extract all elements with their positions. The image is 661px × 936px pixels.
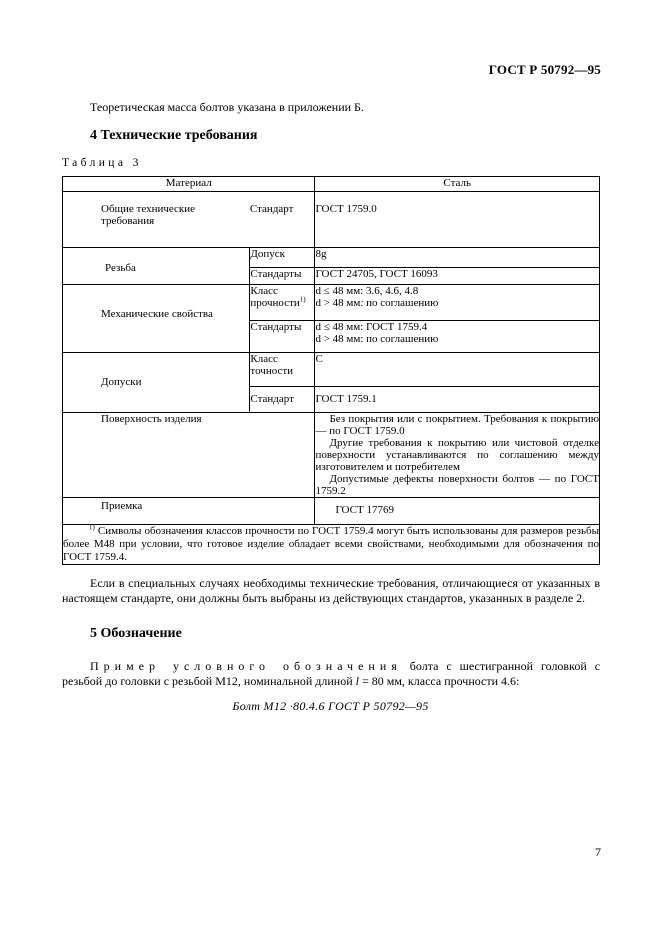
- row-sub-accuracy-class: [250, 353, 315, 387]
- row-label-general: Общие технические требования: [63, 192, 250, 248]
- row-label-surface: Поверхность изделия: [63, 413, 250, 498]
- row-sub-strength-class: [250, 285, 315, 321]
- row-label-thread: Резьба: [63, 248, 250, 285]
- row-value-thread-tolerance: 8g: [315, 248, 600, 268]
- row-value-accuracy-class: С: [315, 353, 600, 387]
- row-sub-surface-empty: [250, 413, 315, 498]
- designation-example-paragraph: [62, 659, 600, 689]
- row-value-surface: [315, 413, 600, 498]
- table-row: [63, 413, 600, 498]
- special-requirements-paragraph: [62, 576, 600, 606]
- row-sub-thread-standards: Стандарты: [250, 268, 315, 285]
- example-length-symbol: l: [355, 674, 359, 688]
- table-row: [63, 248, 600, 268]
- strength-class-value-line1: d ≤ 48 мм: 3.6, 4.6, 4.8: [315, 285, 419, 297]
- table-row: [63, 498, 600, 525]
- table-footnote: [63, 525, 600, 565]
- row-value-strength-class: [315, 285, 600, 321]
- header-steel: Сталь: [315, 177, 600, 192]
- surface-paragraph-2: Другие требования к покрытию или чистовой отделке поверхности устанавливаются по соглашению между изготовителем и потребителем: [315, 437, 599, 473]
- row-value-acceptance: ГОСТ 17769: [315, 498, 600, 525]
- row-sub-mech-standards: Стандарты: [250, 321, 315, 353]
- page-number: 7: [595, 845, 601, 859]
- row-label-acceptance: Приемка: [63, 498, 250, 525]
- table-row: [63, 285, 600, 321]
- specs-table: [62, 176, 600, 565]
- row-value-mech-standards: [315, 321, 600, 353]
- example-text-2: = 80 мм, класса прочности 4.6:: [361, 674, 520, 688]
- table-footnote-row: [63, 525, 600, 565]
- header-material: Материал: [63, 177, 315, 192]
- row-sub-acceptance-empty: [250, 498, 315, 525]
- footnote-mark: 1): [89, 523, 95, 532]
- strength-class-word: прочности: [250, 297, 300, 309]
- mech-standards-line1: d ≤ 48 мм: ГОСТ 1759.4: [315, 321, 428, 333]
- strength-class-line1: Класс: [250, 285, 278, 297]
- footnote-text: [63, 525, 599, 564]
- section-5-heading: 5 Обозначение: [90, 626, 182, 641]
- example-label: Пример условного обозначения: [90, 659, 402, 673]
- row-label-tolerances: Допуски: [63, 353, 250, 413]
- row-label-mechanical: Механические свойства: [63, 285, 250, 353]
- intro-paragraph: Теоретическая масса болтов указана в приложении Б.: [90, 100, 364, 114]
- mech-standards-line2: d > 48 мм: по соглашению: [315, 333, 439, 345]
- row-value-tol-standard: ГОСТ 1759.1: [315, 387, 600, 413]
- table-header-row: [63, 177, 600, 192]
- row-value-general: ГОСТ 1759.0: [315, 192, 600, 248]
- strength-class-line2: [250, 297, 314, 309]
- section-4-heading: 4 Технические требования: [90, 128, 258, 143]
- row-value-thread-standards: ГОСТ 24705, ГОСТ 16093: [315, 268, 600, 285]
- footnote-ref: 1): [299, 295, 306, 304]
- accuracy-class-line2: точности: [250, 365, 294, 377]
- row-sub-tol-standard: Стандарт: [250, 387, 315, 413]
- surface-paragraph-1: Без покрытия или с покрытием. Требования к покрытию — по ГОСТ 1759.0: [315, 413, 599, 437]
- table-row: [63, 192, 600, 248]
- row-sub-thread-tolerance: Допуск: [250, 248, 315, 268]
- designation-example: Болт М12 ·80.4.6 ГОСТ Р 50792—95: [232, 699, 429, 713]
- strength-class-value-line2: d > 48 мм: по соглашению: [315, 297, 439, 309]
- table-caption: Таблица 3: [62, 157, 142, 169]
- special-requirements-text: Если в специальных случаях необходимы технические требования, отличающиеся от указанных в настоящем стандарте, они должны быть выбраны из действующих стандартов, указанных в разделе 2.: [62, 576, 600, 605]
- accuracy-class-line1: Класс: [250, 353, 278, 365]
- footnote-body: Символы обозначения классов прочности по ГОСТ 1759.4 могут быть использованы для размеров резьбы более М48 при условии, что готовое изделие обладает всеми свойствами, необходимыми для обозначения по ГОСТ 1759.4.: [63, 525, 599, 563]
- document-code: ГОСТ Р 50792—95: [488, 62, 601, 77]
- table-row: [63, 353, 600, 387]
- surface-paragraph-3: Допустимые дефекты поверхности болтов — по ГОСТ 1759.2: [315, 473, 599, 497]
- example-text-1: болта с шестигранной головкой с резьбой до головки с резьбой М12, номинальной длиной: [62, 659, 601, 688]
- row-sub-general: Стандарт: [250, 192, 315, 248]
